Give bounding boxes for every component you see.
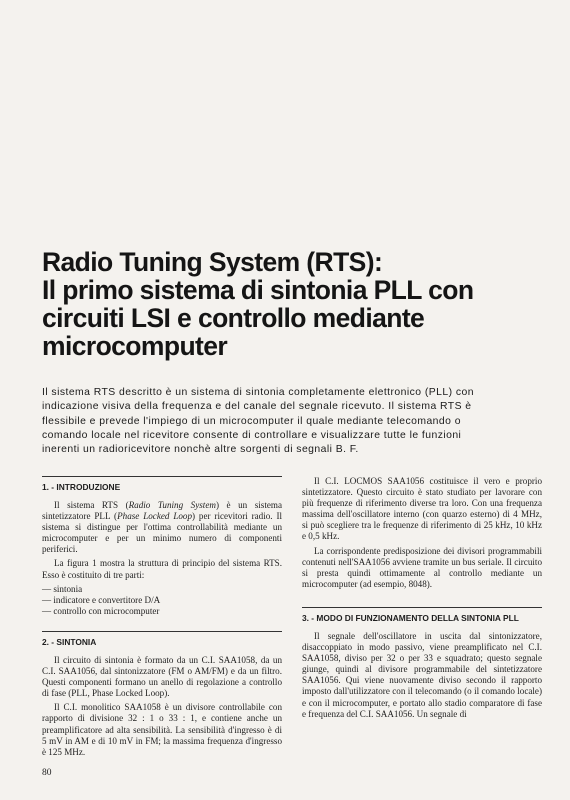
- intro-text-a: Il sistema RTS (: [54, 500, 129, 510]
- sintonia-paragraph-1: Il circuito di sintonia è formato da un C.I. SAA1058, da un C.I. SAA1056, dal sintonizzatore (FM o AM/FM) e da un filtro. Questi componenti formano un anello di regolazione a controllo di fase (PLL, Phase Locked Loop).: [42, 654, 282, 699]
- intro-text-c: ) per ricevitori radio. Il sistema si distingue per l'ottima controllabilità mediante un microcomputer e per un minimo numero di componenti periferici.: [42, 511, 283, 555]
- section-heading-introduzione: 1. - INTRODUZIONE: [42, 482, 121, 492]
- divisori-paragraph: La corrispondente predisposizione dei divisori programmabili contenuti nell'SAA1056 avviene tramite un bus seriale. Il circuito si presta quindi ottimamente al controllo mediante un microcomputer (ad esempio, 8048).: [302, 545, 542, 589]
- list-item: — sintonia: [42, 583, 83, 594]
- lead-line-4: comando locale nel ricevitore consente di controllare e visualizzare tutte le funzioni: [42, 429, 462, 441]
- lead-line-3: flessibile e prevede l'impiego di un microcomputer il quale mediante telecomando o: [42, 415, 461, 427]
- title-line-4: microcomputer: [42, 331, 228, 361]
- title-line-2: Il primo sistema di sintonia PLL con: [42, 275, 474, 305]
- sintonia-paragraph-2: Il C.I. monolitico SAA1058 è un divisore controllabile con rapporto di divisione 32 : 1 o 33 : 1, e contiene anche un preamplificatore ad alta sensibilità. La sensibilità d'ingresso è di 5 mV in AM e di 10 mV in FM; la massima frequenza d'ingresso è 125 MHz.: [42, 702, 282, 757]
- intro-text-b: ) è un sistema sintetizzatore PLL (: [42, 500, 282, 522]
- intro-paragraph-1: [42, 500, 282, 555]
- lead-line-2: indicazione visiva della frequenza e del canale del segnale ricevuto. Il sistema RTS è: [42, 401, 472, 413]
- left-column: [42, 476, 282, 761]
- list-item: — controllo con microcomputer: [42, 605, 160, 616]
- intro-italic-rts: Radio Tuning System: [128, 500, 216, 510]
- page-number: 80: [42, 768, 52, 778]
- lead-paragraph: [42, 386, 544, 457]
- title-line-1: Radio Tuning System (RTS):: [42, 247, 383, 277]
- lead-line-1: Il sistema RTS descritto è un sistema di sintonia completamente elettronico (PLL) con: [42, 387, 474, 398]
- intro-paragraph-2: La figura 1 mostra la struttura di principio del sistema RTS. Esso è costituito di tre parti:: [42, 558, 282, 580]
- parts-list: [42, 584, 282, 617]
- intro-italic-pll: Phase Locked Loop: [117, 511, 193, 522]
- list-item: — indicatore e convertitore D/A: [42, 594, 161, 605]
- section-rule: [42, 476, 282, 477]
- section-rule: [302, 607, 542, 608]
- locmos-paragraph: Il C.I. LOCMOS SAA1056 costituisce il vero e proprio sintetizzatore. Questo circuito è stato studiato per lavorare con più frequenze di riferimento diverse tra loro. Con una frequenza massima dell'oscillatore interno (con quarzo esterno) di 4 MHz, si può scegliere tra le frequenze di riferimento di 25 kHz, 10 kHz e 0,5 kHz.: [302, 476, 542, 542]
- section-heading-sintonia: 2. - SINTONIA: [42, 636, 97, 647]
- article-title: [42, 248, 542, 360]
- section-rule: [42, 631, 282, 632]
- lead-line-5: inerenti un radioricevitore nonchè altre sorgenti di segnali B. F.: [42, 444, 359, 456]
- modo-paragraph-1: Il segnale dell'oscillatore in uscita dal sintonizzatore, disaccoppiato in modo passivo, viene preamplificato nel C.I. SAA1058, diviso per 32 o per 33 e squadrato; questo segnale giunge, quindi al divisore programmabile del sintetizzatore SAA1056. Qui viene nuovamente diviso secondo il rapporto imposto dall'utilizzatore con il telecomando (o il comando locale) e con il microcomputer, e portato allo stadio comparatore di fase e frequenza del C.I. SAA1056. Un segnale di: [302, 630, 542, 719]
- right-column: [302, 476, 542, 723]
- title-line-3: circuiti LSI e controllo mediante: [42, 303, 425, 333]
- section-heading-modo: 3. - MODO DI FUNZIONAMENTO DELLA SINTONIA PLL: [302, 612, 519, 623]
